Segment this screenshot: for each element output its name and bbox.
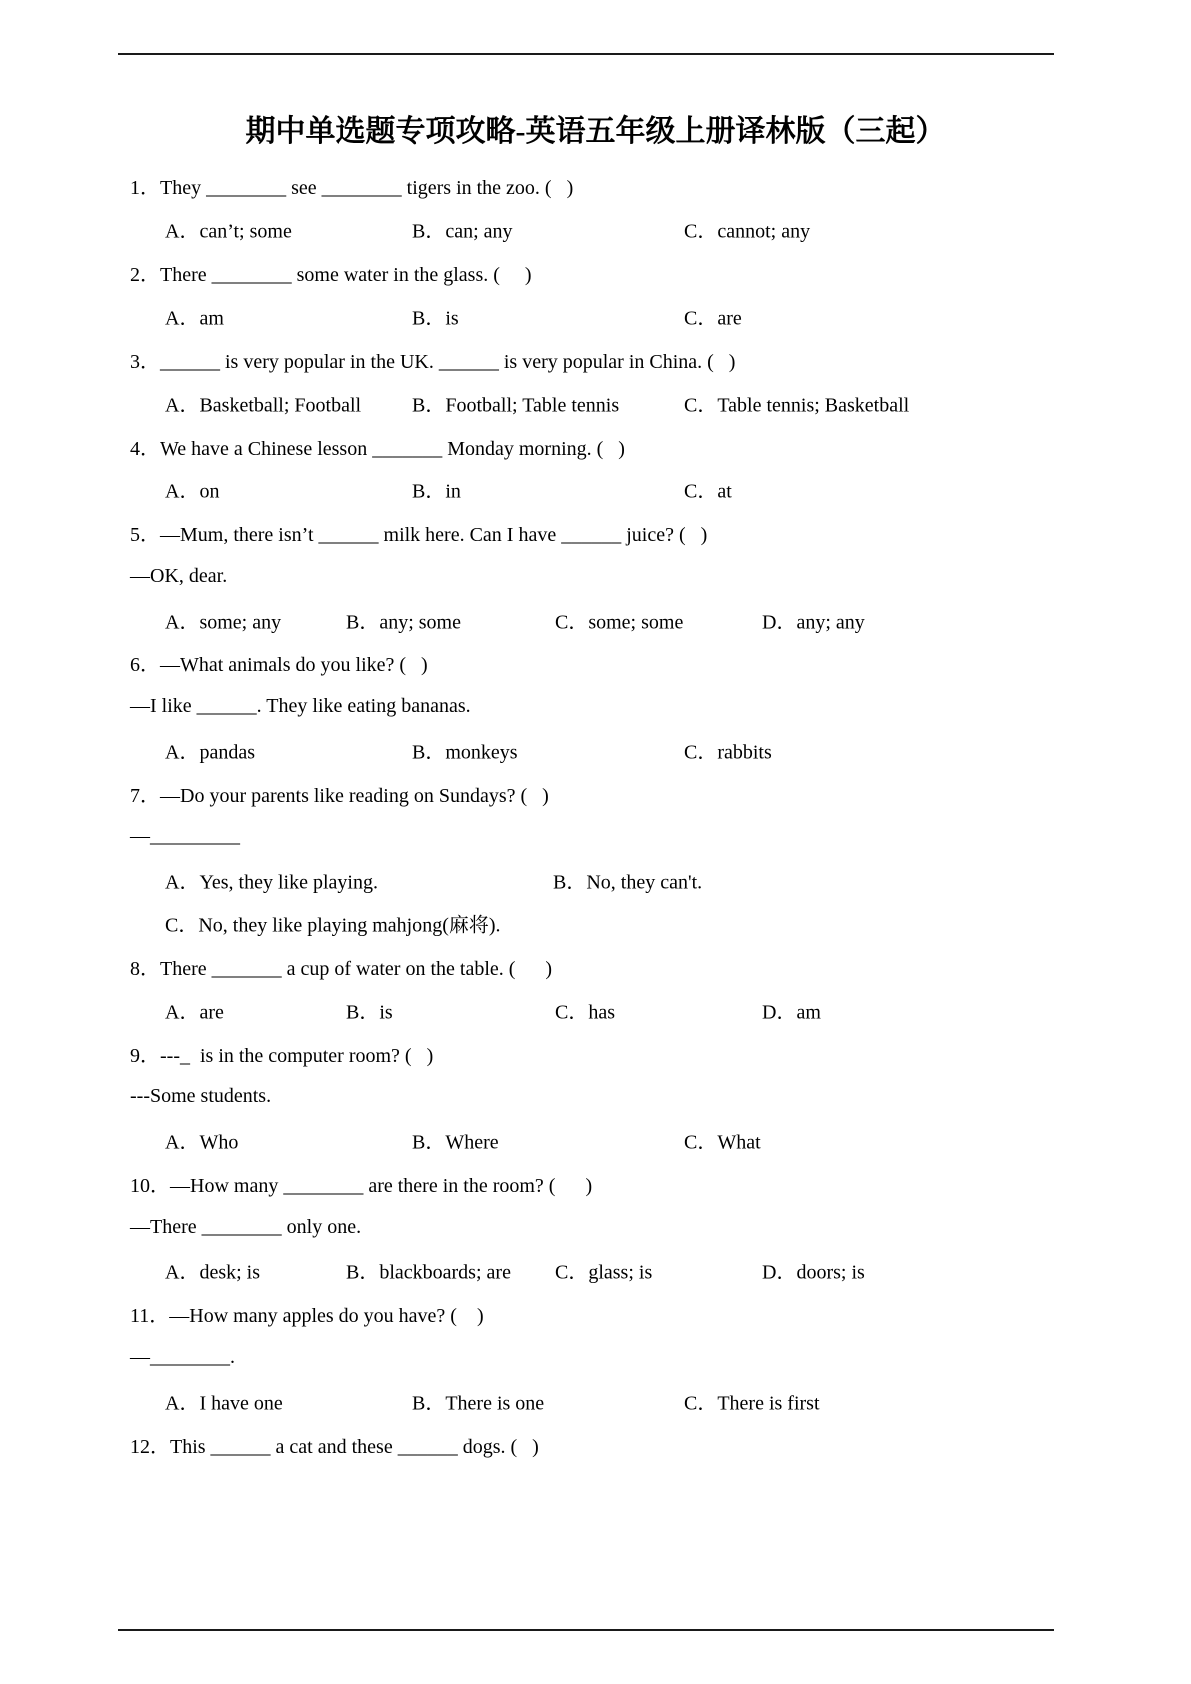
- option-item: B．Where: [412, 1131, 499, 1154]
- option-item: C．What: [684, 1131, 761, 1154]
- options-row: [0, 381, 1191, 424]
- reply-line: —________.: [130, 1345, 235, 1368]
- question-line: 1．They ________ see ________ tigers in the zoo. ( ): [130, 177, 574, 200]
- option-item: C．rabbits: [684, 741, 772, 764]
- question-line: 8．There _______ a cup of water on the table. ( ): [130, 958, 553, 981]
- option-item: A．on: [165, 480, 220, 503]
- reply-line: ---Some students.: [130, 1085, 272, 1108]
- question-line: 2．There ________ some water in the glass. ( ): [130, 263, 532, 286]
- option-item: C．No, they like playing mahjong(麻将).: [165, 914, 501, 937]
- option-item: A．Basketball; Football: [165, 394, 362, 417]
- options-row: [0, 468, 1191, 511]
- options-row: [0, 207, 1191, 250]
- option-item: B．No, they can't.: [553, 871, 703, 894]
- reply-line: —There ________ only one.: [130, 1215, 362, 1238]
- question-list: [0, 164, 1191, 1466]
- option-item: B．is: [412, 307, 459, 330]
- option-item: C．Table tennis; Basketball: [684, 394, 910, 417]
- option-item: A．are: [165, 1001, 224, 1024]
- question-line: 3．______ is very popular in the UK. ______ is very popular in China. ( ): [130, 350, 736, 373]
- options-row: [0, 858, 1191, 901]
- option-item: C．are: [684, 307, 742, 330]
- option-item: C．at: [684, 480, 732, 503]
- option-item: C．glass; is: [555, 1261, 653, 1284]
- option-item: A．Who: [165, 1131, 239, 1154]
- reply-line: —I like ______. They like eating bananas.: [130, 694, 471, 717]
- option-item: A．pandas: [165, 741, 255, 764]
- option-item: D．doors; is: [762, 1261, 865, 1284]
- question-line: 7．—Do your parents like reading on Sundays? ( ): [130, 784, 549, 807]
- options-row: [0, 1249, 1191, 1292]
- options-row: [0, 988, 1191, 1031]
- option-item: A．I have one: [165, 1392, 283, 1415]
- option-item: A．am: [165, 307, 224, 330]
- reply-line: —_________: [130, 825, 240, 848]
- option-item: B．monkeys: [412, 741, 518, 764]
- option-item: B．is: [346, 1001, 393, 1024]
- option-item: B．any; some: [346, 611, 461, 634]
- question-line: 10．—How many ________ are there in the room? ( ): [130, 1175, 593, 1198]
- option-item: B．blackboards; are: [346, 1261, 511, 1284]
- option-item: C．some; some: [555, 611, 684, 634]
- options-row: [0, 728, 1191, 771]
- question-line: 12．This ______ a cat and these ______ dogs. ( ): [130, 1435, 539, 1458]
- question-line: 9．---_ is in the computer room? ( ): [130, 1045, 434, 1067]
- options-row: [0, 1379, 1191, 1422]
- option-item: C．cannot; any: [684, 220, 811, 243]
- option-item: A．some; any: [165, 611, 282, 634]
- footer-rule: [118, 1629, 1054, 1631]
- option-item: C．has: [555, 1001, 615, 1024]
- doc-title: 期中单选题专项攻略-英语五年级上册译林版（三起）: [245, 115, 946, 148]
- options-row: [0, 902, 1191, 945]
- options-row: [0, 598, 1191, 641]
- header-rule: [118, 53, 1054, 55]
- option-item: D．any; any: [762, 611, 865, 634]
- option-item: D．am: [762, 1001, 821, 1024]
- question-line: 4．We have a Chinese lesson _______ Monday morning. ( ): [130, 437, 625, 460]
- reply-line: —OK, dear.: [130, 564, 228, 587]
- option-item: A．Yes, they like playing.: [165, 871, 378, 894]
- option-item: A．can’t; some: [165, 220, 292, 243]
- option-item: B．in: [412, 480, 461, 503]
- option-item: B．There is one: [412, 1392, 545, 1415]
- question-line: 5．—Mum, there isn’t ______ milk here. Can I have ______ juice? ( ): [130, 524, 708, 547]
- options-row: [0, 294, 1191, 337]
- option-item: A．desk; is: [165, 1261, 260, 1284]
- option-item: B．Football; Table tennis: [412, 394, 620, 417]
- option-item: B．can; any: [412, 220, 513, 243]
- option-item: C．There is first: [684, 1392, 820, 1415]
- question-line: 11．—How many apples do you have? ( ): [130, 1305, 484, 1328]
- question-line: 6．—What animals do you like? ( ): [130, 654, 428, 677]
- options-row: [0, 1119, 1191, 1162]
